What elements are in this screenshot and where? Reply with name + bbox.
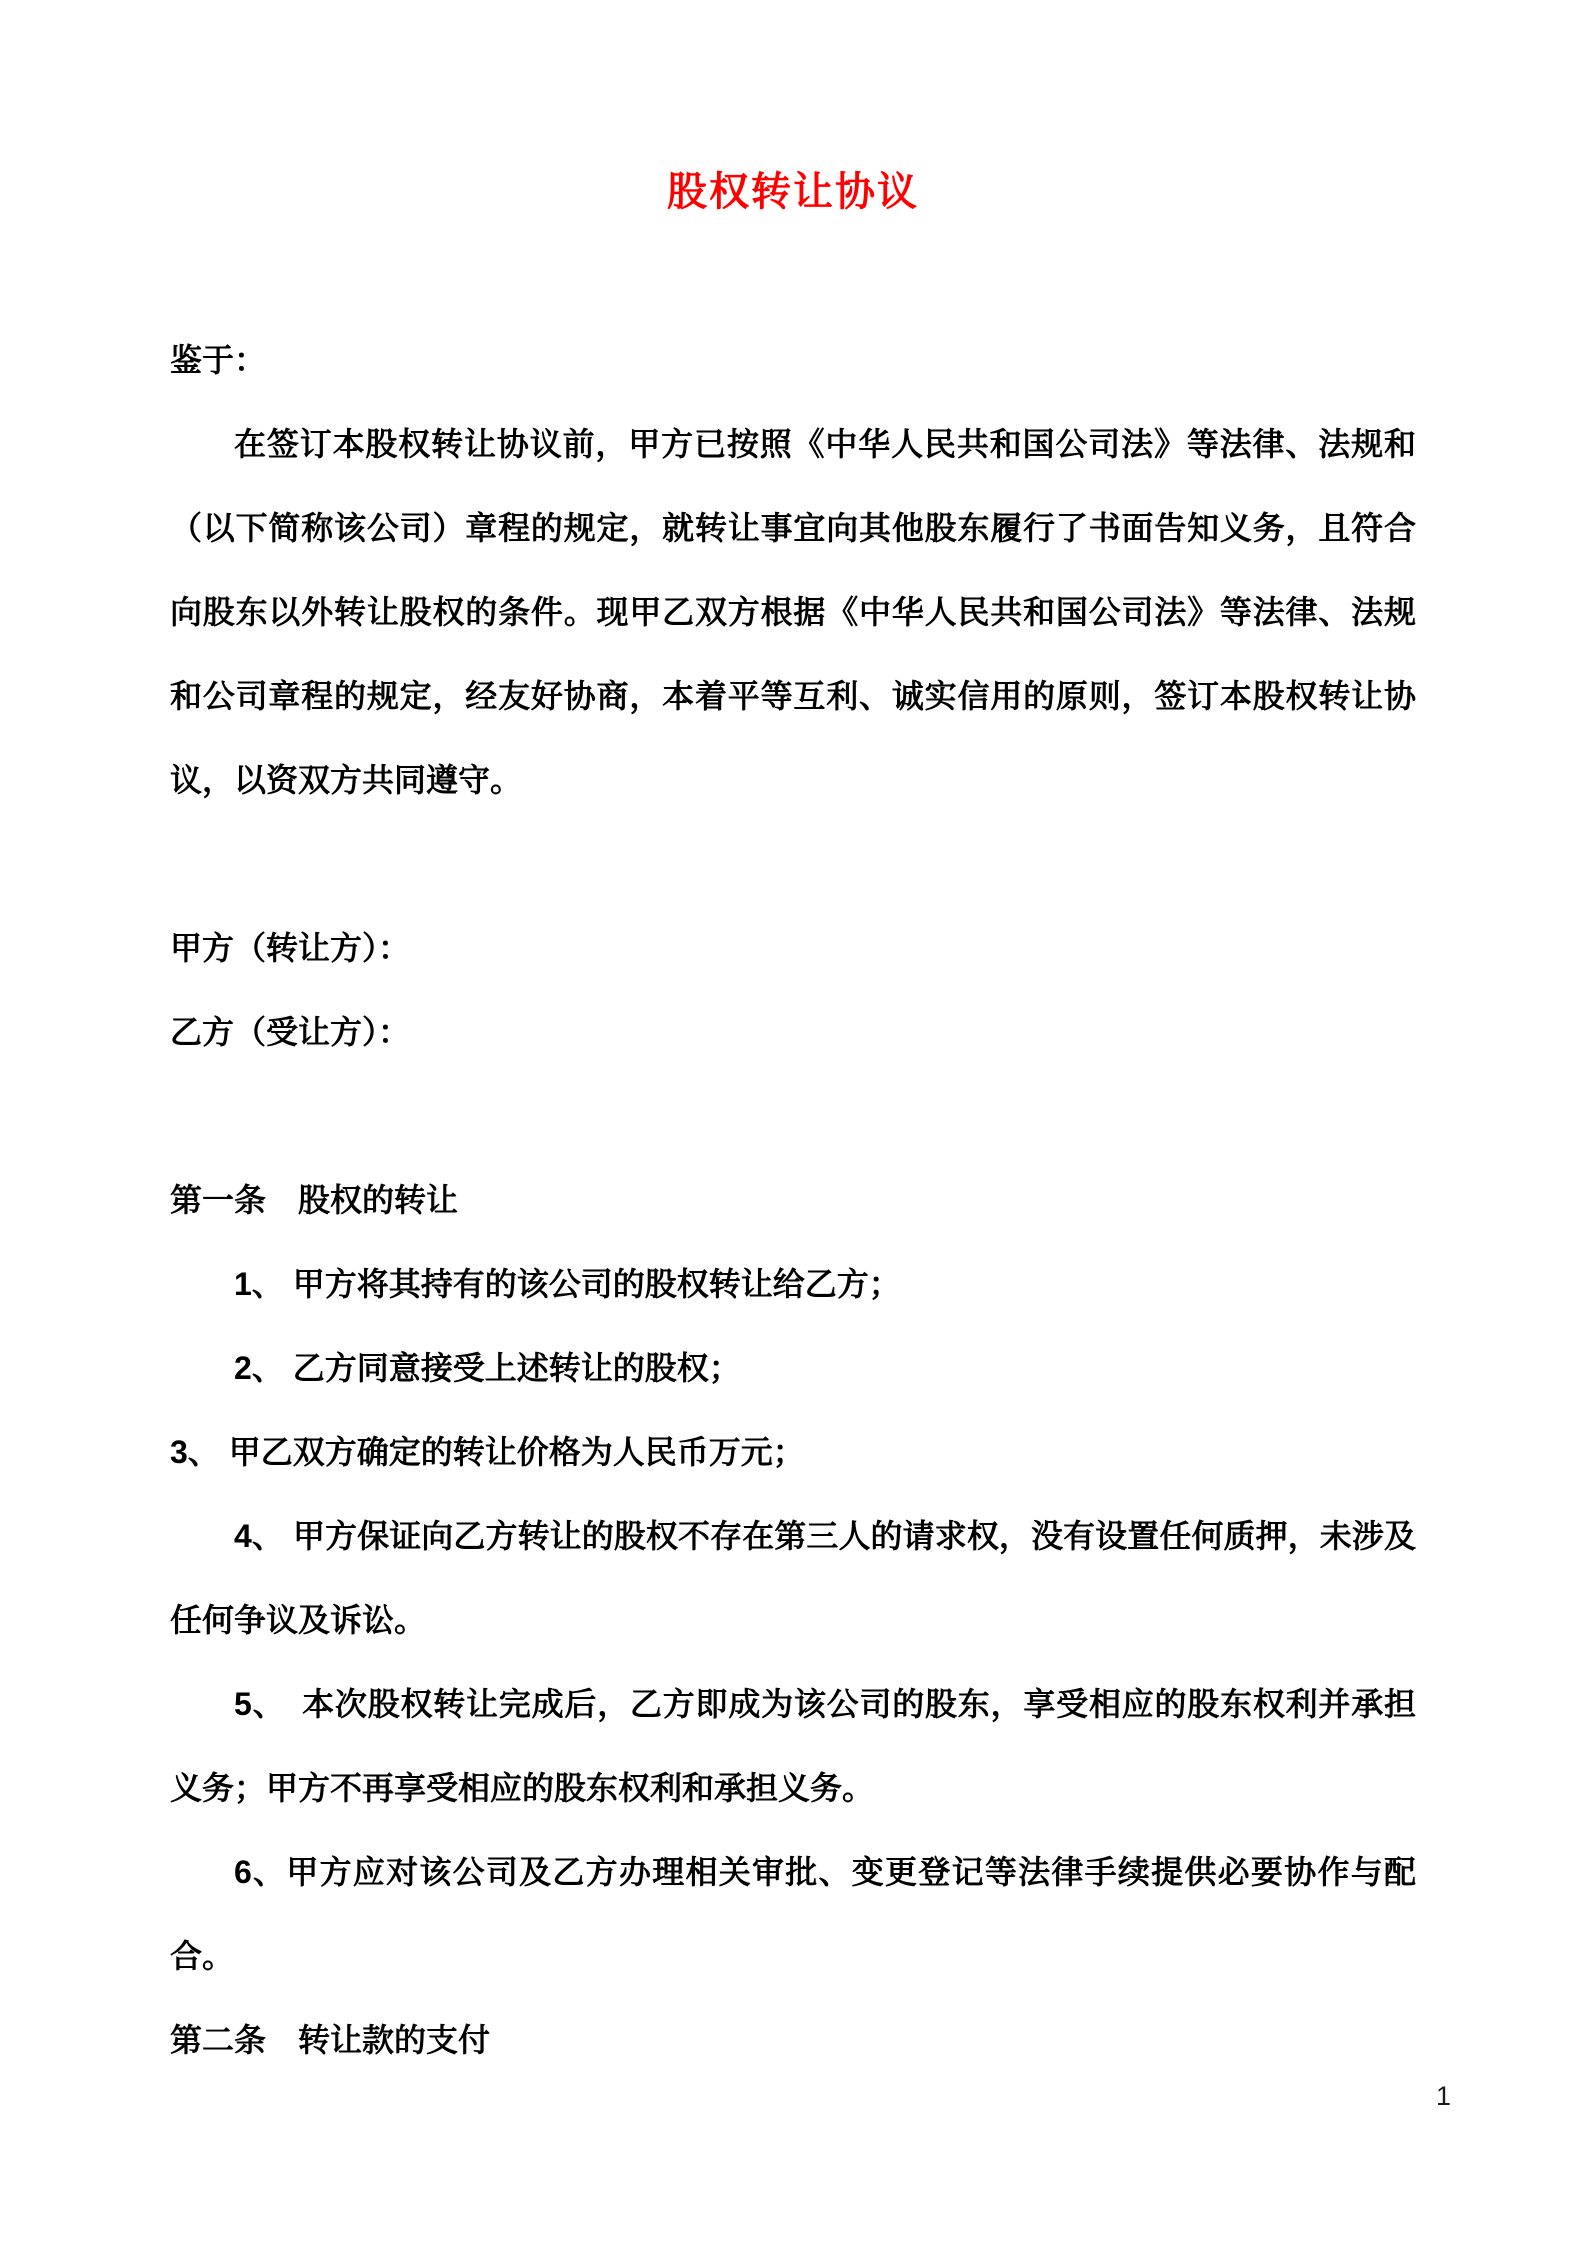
article1-item-2: 2、 乙方同意接受上述转让的股权； (234, 1350, 741, 1386)
article1-item-1: 1、 甲方将其持有的该公司的股权转让给乙方； (234, 1266, 901, 1302)
page-number: 1 (1435, 2081, 1451, 2111)
article1-item-6: 6、甲方应对该公司及乙方办理相关审批、变更登记等法律手续提供必要协作与配合。 (170, 1854, 1416, 1974)
article1-heading: 第一条 股权的转让 (170, 1182, 459, 1218)
preamble-paragraph: 在签订本股权转让协议前，甲方已按照《中华人民共和国公司法》等法律、法规和（以下简称该公司）章程的规定，就转让事宜向其他股东履行了书面告知义务，且符合向股东以外转让股权的条件。现甲乙双方根据《中华人民共和国公司法》等法律、法规和公司章程的规定，经友好协商，本着平等互利、诚实信用的原则，签订本股权转让协议，以资双方共同遵守。 (170, 426, 1416, 798)
document-title: 股权转让协议 (667, 170, 919, 214)
article1-item-4: 4、 甲方保证向乙方转让的股权不存在第三人的请求权，没有设置任何质押，未涉及任何争议及诉讼。 (170, 1518, 1416, 1638)
party-a-line: 甲方（转让方）： (170, 930, 411, 966)
article1-item-3: 3、 甲乙双方确定的转让价格为人民币万元； (170, 1434, 805, 1470)
whereas-label: 鉴于： (170, 342, 267, 378)
article2-heading: 第二条 转让款的支付 (170, 2022, 491, 2058)
article1-item-5: 5、 本次股权转让完成后，乙方即成为该公司的股东，享受相应的股东权利并承担义务；甲方不再享受相应的股东权利和承担义务。 (170, 1686, 1416, 1806)
party-b-line: 乙方（受让方）： (170, 1014, 411, 1050)
